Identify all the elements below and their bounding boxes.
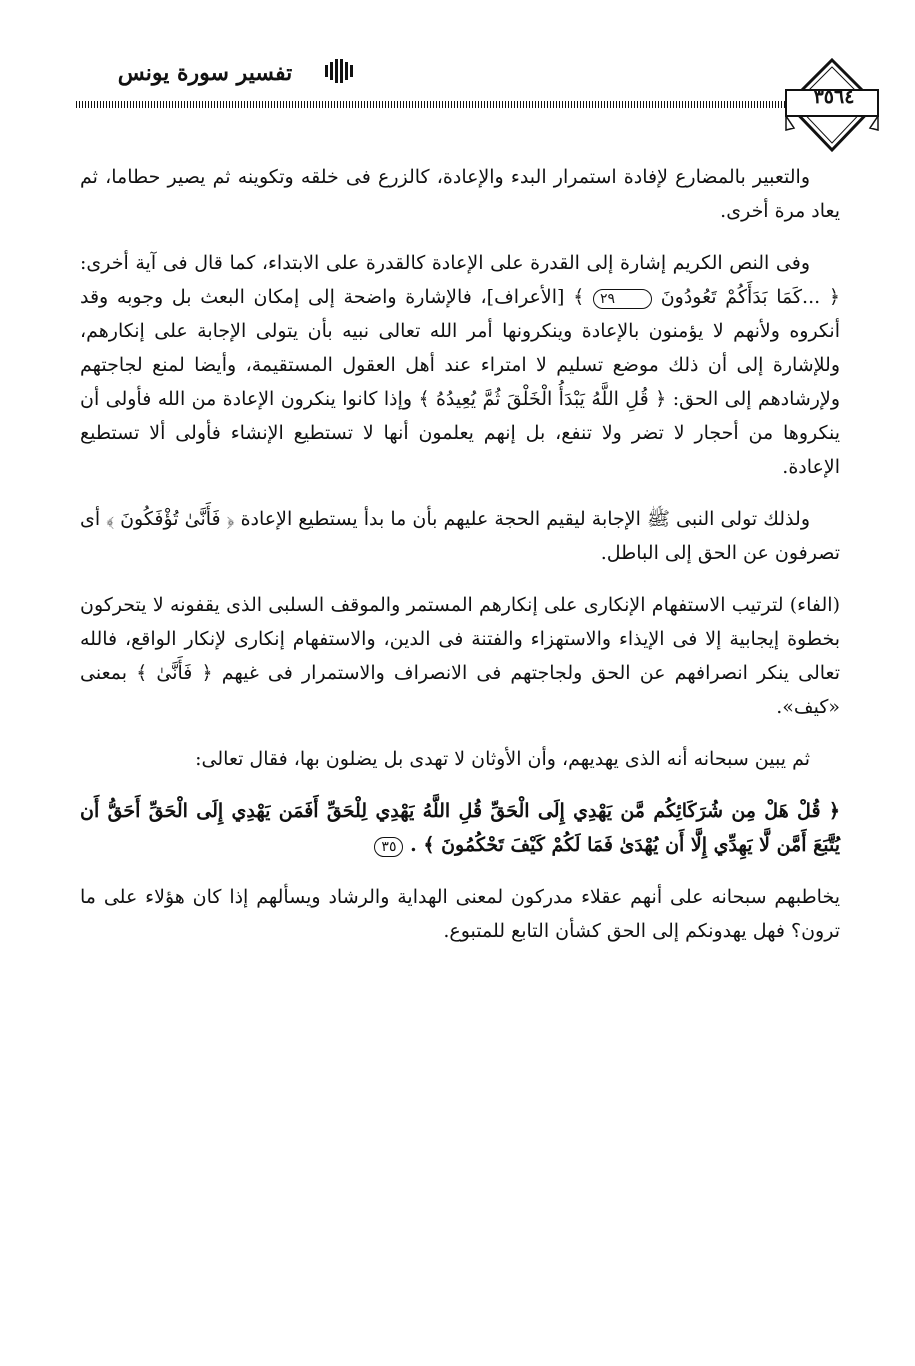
paragraph-2: وفى النص الكريم إشارة إلى القدرة على الإعادة كالقدرة على الابتداء، كما قال فى آية أخرى: ﴿ ...كَمَا بَدَأَكُمْ تَعُودُونَ ٢٩ ﴾ [الأعراف]، فالإشارة واضحة إلى إمكان البعث بل وجوبه وقد أنكروه ولأنهم لا يؤمنون بالإعادة وينكرونها أمر الله تعالى نبيه بأن يتولى الإجابة على إنكارهم، وللإشارة إلى أن ذلك موضع تسليم لا امتراء عند أهل العقول المستقيمة، وأيضا لمنع لجاجتهم ولإرشادهم إلى الحق: ﴿ قُلِ اللَّهُ يَبْدَأُ الْخَلْقَ ثُمَّ يُعِيدُهُ ﴾ وإذا كانوا ينكرون الإعادة من الله فأولى أن ينكروها من أحجار لا تضر ولا تنفع، بل إنهم يعلمون أنها لا تستطيع الإنشاء فأولى ألا تستطيع الإعادة. bbox=[80, 252, 840, 478]
paragraph-5: ثم يبين سبحانه أنه الذى يهديهم، وأن الأوثان لا تهدى بل يضلون بها، فقال تعالى: bbox=[195, 748, 810, 770]
page-number: ٣٥٦٤ bbox=[813, 86, 855, 108]
running-header-title: تفسير سورة يونس bbox=[117, 60, 293, 86]
quran-verse bbox=[80, 794, 840, 862]
body-text bbox=[80, 160, 840, 966]
quran-verse-text: ﴿ قُلْ هَلْ مِن شُرَكَائِكُم مَّن يَهْدِي إِلَى الْحَقِّ قُلِ اللَّهُ يَهْدِي لِلْحَقِّ أَفَمَن يَهْدِي إِلَى الْحَقِّ أَحَقُّ أَن يُتَّبَعَ أَمَّن لَّا يَهِدِّي إِلَّا أَن يُهْدَىٰ فَمَا لَكُمْ كَيْفَ تَحْكُمُونَ ﴾ . bbox=[80, 800, 840, 856]
header-ornament-icon bbox=[322, 56, 356, 86]
paragraph-1: والتعبير بالمضارع لإفادة استمرار البدء والإعادة، كالزرع فى خلقه وتكوينه ثم يصير حطاما، ثم يعاد مرة أخرى. bbox=[80, 166, 840, 222]
paragraph-3: ولذلك تولى النبى ﷺ الإجابة ليقيم الحجة عليهم بأن ما بدأ يستطيع الإعادة ﴿ فَأَنَّىٰ تُؤْفَكُونَ ﴾ أى تصرفون عن الحق إلى الباطل. bbox=[80, 508, 840, 564]
verse-number-badge: ٣٥ bbox=[374, 837, 403, 857]
paragraph-6: يخاطبهم سبحانه على أنهم عقلاء مدركون لمعنى الهداية والرشاد ويسألهم إذا كان هؤلاء على ما ترون؟ فهل يهدونكم إلى الحق كشأن التابع للمتبوع. bbox=[80, 886, 840, 942]
verse-number-badge: ٢٩ bbox=[593, 289, 652, 309]
header-rule bbox=[76, 101, 788, 108]
paragraph-4: (الفاء) لترتيب الاستفهام الإنكارى على إنكارهم المستمر والموقف السلبى الذى يقفونه لا يتحركون بخطوة إيجابية إلا فى الإيذاء والاستهزاء والفتنة فى الدين، والاستفهام إنكارى لإنكار الواقع، فالله تعالى ينكر انصرافهم عن الحق ولجاجتهم فى الانصراف والاستمرار فى غيهم ﴿ فَأَنَّىٰ ﴾ بمعنى «كيف». bbox=[80, 594, 840, 718]
